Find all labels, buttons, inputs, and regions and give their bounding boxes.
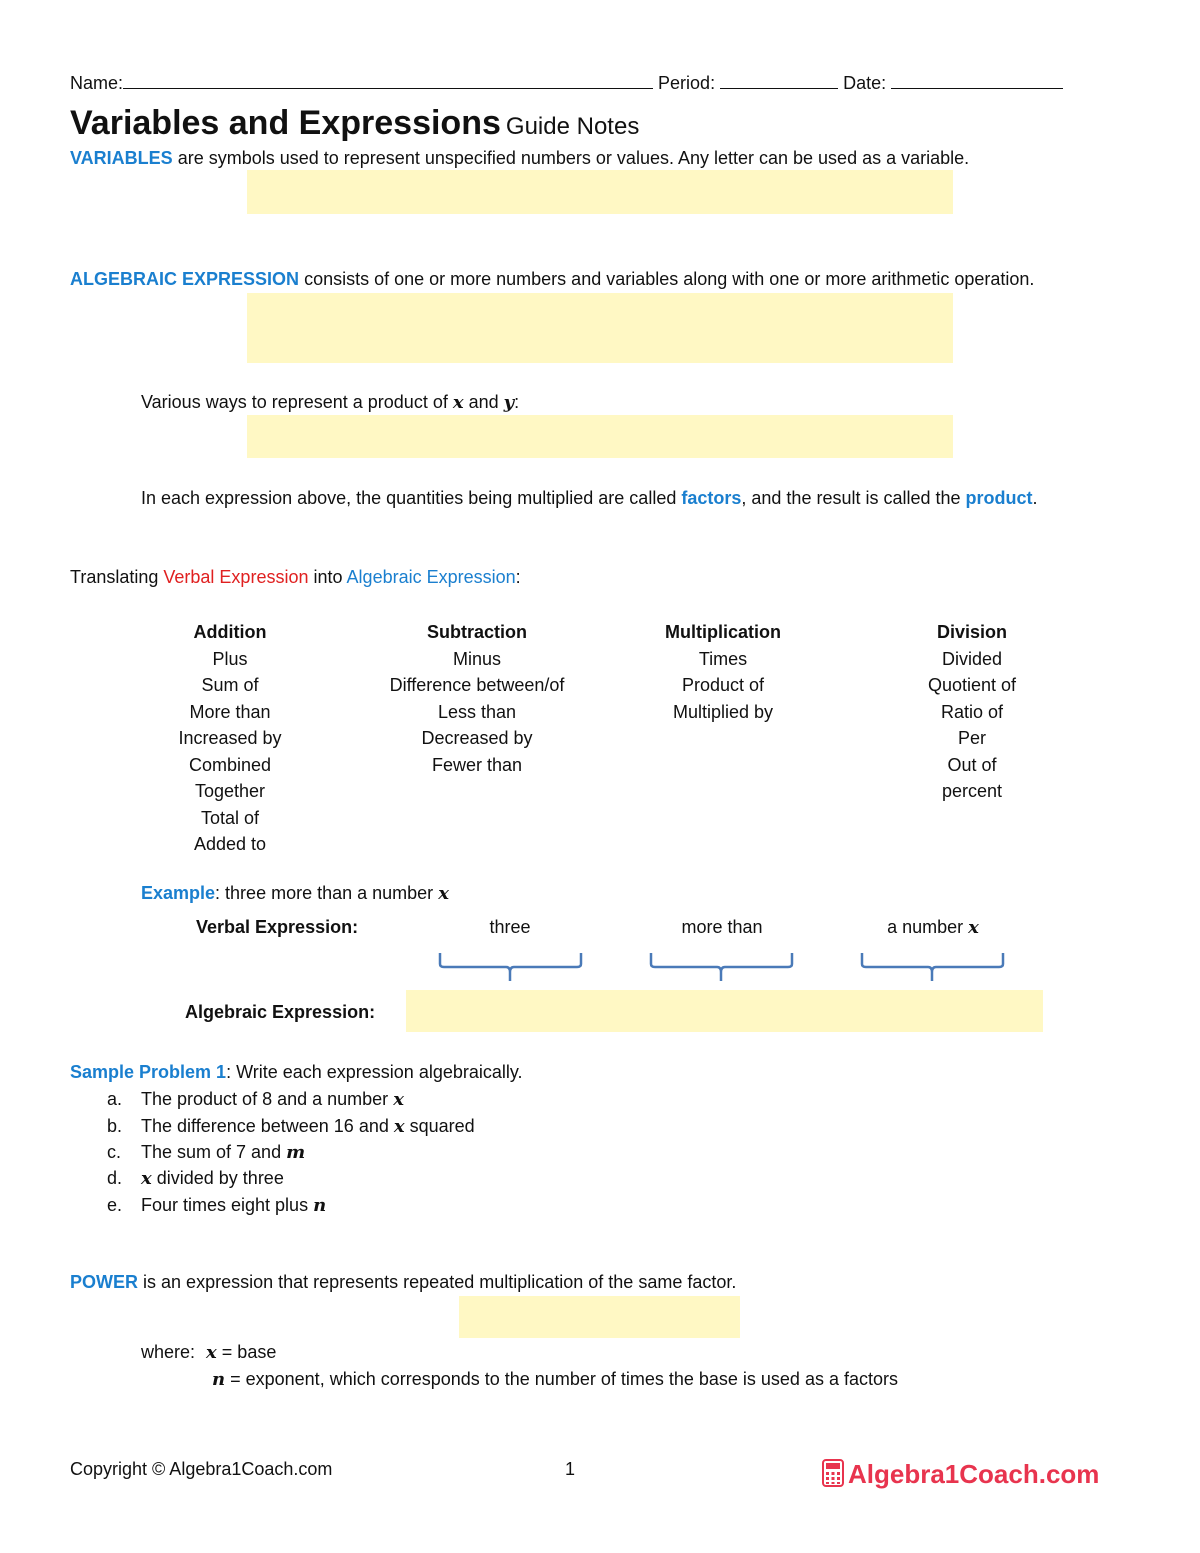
list-item: Combined (188, 754, 272, 775)
factors-note-part2: , and the result is called the (741, 488, 961, 508)
sample-item-c (107, 1143, 305, 1162)
list-item: Product of (681, 675, 765, 695)
list-item: Added to (193, 834, 267, 854)
product-ways-line (141, 393, 519, 412)
list-item: Out of (947, 754, 997, 775)
item-marker: e. (107, 1195, 123, 1215)
algebraic-expression-term: ALGEBRAIC EXPRESSION (70, 269, 300, 289)
item-var: x (141, 1168, 152, 1189)
variables-term: VARIABLES (70, 148, 173, 168)
translating-suffix: : (515, 567, 521, 587)
example-answer-box[interactable] (406, 990, 1043, 1032)
power-exponent-line (212, 1370, 898, 1389)
factors-term: factors (681, 488, 742, 508)
item-var: x (393, 1089, 404, 1110)
sample-item-d (107, 1169, 284, 1188)
power-term: POWER (70, 1272, 139, 1292)
multiplication-heading: Multiplication (665, 622, 781, 642)
addition-column (130, 619, 330, 858)
division-heading: Division (936, 622, 1007, 642)
logo (822, 1459, 1099, 1487)
sample-item-b (107, 1117, 475, 1136)
product-ways-answer-box[interactable] (247, 415, 953, 458)
algebraic-expression-text: consists of one or more numbers and variables along with one or more arithmetic operation. (304, 269, 1035, 289)
list-item: Times (698, 648, 748, 669)
factors-note-part3: . (1032, 488, 1038, 508)
list-item: Decreased by (421, 728, 533, 748)
product-ways-y: y (503, 392, 515, 413)
algebraic-expression-label: Algebraic Expression (346, 567, 516, 587)
sample-item-e (107, 1196, 326, 1215)
item-text: Four times eight plus (141, 1195, 309, 1215)
product-ways-x: x (452, 392, 464, 413)
addition-heading: Addition (193, 622, 267, 642)
where-label: where: (141, 1342, 196, 1362)
variables-text: are symbols used to represent unspecified numbers or values. Any letter can be used as a variable. (177, 148, 970, 168)
item-text: The product of 8 and a number (141, 1089, 389, 1109)
sample-problem-heading (70, 1063, 523, 1081)
list-item: percent (941, 781, 1003, 801)
translating-prefix: Translating (70, 567, 159, 587)
product-term: product (965, 488, 1033, 508)
verbal-part-number-var: x (968, 917, 979, 938)
factors-note (141, 489, 1038, 507)
variables-answer-box[interactable] (247, 170, 953, 214)
item-var: m (286, 1142, 306, 1163)
sample-item-a (107, 1090, 404, 1109)
power-base-line (141, 1343, 276, 1362)
factors-note-part1: In each expression above, the quantities being multiplied are called (141, 488, 677, 508)
page-title (70, 106, 639, 140)
period-field[interactable] (720, 74, 838, 89)
date-field[interactable] (891, 74, 1063, 89)
list-item: Ratio of (940, 701, 1004, 722)
title-sub: Guide Notes (505, 113, 640, 140)
item-var: n (313, 1195, 327, 1216)
base-var: x (206, 1342, 217, 1363)
power-definition (70, 1273, 736, 1291)
copyright: Copyright © Algebra1Coach.com (70, 1459, 333, 1479)
sample-problem-label: Sample Problem 1 (70, 1062, 227, 1082)
brace-number-icon (860, 950, 1005, 984)
subtraction-column (352, 619, 602, 778)
title-main: Variables and Expressions (70, 104, 501, 142)
name-field[interactable] (123, 74, 653, 89)
division-column (872, 619, 1072, 805)
verbal-expression-label: Verbal Expression (163, 567, 309, 587)
item-marker: c. (107, 1142, 122, 1162)
item-var: x (393, 1116, 405, 1137)
item-marker: b. (107, 1116, 123, 1136)
list-item: Together (194, 781, 266, 801)
date-label: Date: (843, 73, 887, 93)
multiplication-column (623, 619, 823, 725)
algebraic-expression-row-label: Algebraic Expression: (185, 1002, 376, 1022)
calculator-icon (822, 1459, 844, 1487)
item-marker: d. (107, 1168, 123, 1188)
list-item: Sum of (201, 675, 259, 695)
example-text: : three more than a number (215, 883, 434, 903)
sample-problem-text: : Write each expression algebraically. (226, 1062, 523, 1082)
verbal-expression-row-label: Verbal Expression: (196, 917, 359, 937)
list-item: Per (957, 728, 986, 748)
translating-into: into (313, 567, 343, 587)
item-marker: a. (107, 1089, 123, 1109)
product-ways-prefix: Various ways to represent a product of (141, 392, 448, 412)
logo-text: Algebra1Coach.com (848, 1459, 1100, 1489)
translating-heading (70, 568, 521, 586)
list-item: Divided (941, 648, 1003, 669)
base-text: = base (221, 1342, 277, 1362)
name-label: Name: (70, 73, 124, 93)
verbal-part-number (862, 918, 1004, 937)
power-text: is an expression that represents repeated multiplication of the same factor. (143, 1272, 737, 1292)
list-item: Quotient of (927, 675, 1017, 695)
power-answer-box[interactable] (459, 1296, 740, 1338)
list-item: Increased by (178, 728, 282, 748)
item-text: The sum of 7 and (141, 1142, 282, 1162)
subtraction-heading: Subtraction (426, 622, 527, 642)
algebraic-expression-answer-box[interactable] (247, 293, 953, 363)
page-number: 1 (565, 1459, 576, 1479)
verbal-part-number-text: a number (887, 917, 964, 937)
list-item: Difference between/of (389, 675, 565, 695)
list-item: Less than (437, 701, 517, 722)
example-label: Example (141, 883, 216, 903)
list-item: Total of (200, 807, 260, 828)
period-label: Period: (658, 73, 716, 93)
list-item: Multiplied by (672, 701, 774, 722)
list-item: Plus (212, 648, 248, 669)
product-ways-suffix: : (514, 392, 520, 412)
product-ways-and: and (468, 392, 499, 412)
brace-more-than-icon (649, 950, 794, 984)
variables-definition (70, 149, 969, 167)
example-line (141, 884, 449, 903)
exponent-var: n (212, 1369, 226, 1390)
brace-three-icon (438, 950, 583, 984)
header-line (70, 74, 1063, 92)
list-item: More than (189, 701, 271, 722)
item-text-post: squared (409, 1116, 475, 1136)
item-text-post: divided by three (156, 1168, 284, 1188)
verbal-part-three: three (489, 917, 531, 937)
list-item: Minus (452, 648, 501, 669)
list-item: Fewer than (431, 754, 523, 775)
verbal-part-more-than: more than (681, 917, 763, 937)
algebraic-expression-definition (70, 270, 1034, 288)
exponent-text: = exponent, which corresponds to the number of times the base is used as a factors (230, 1369, 898, 1389)
example-var: x (438, 883, 449, 904)
item-text: The difference between 16 and (141, 1116, 389, 1136)
